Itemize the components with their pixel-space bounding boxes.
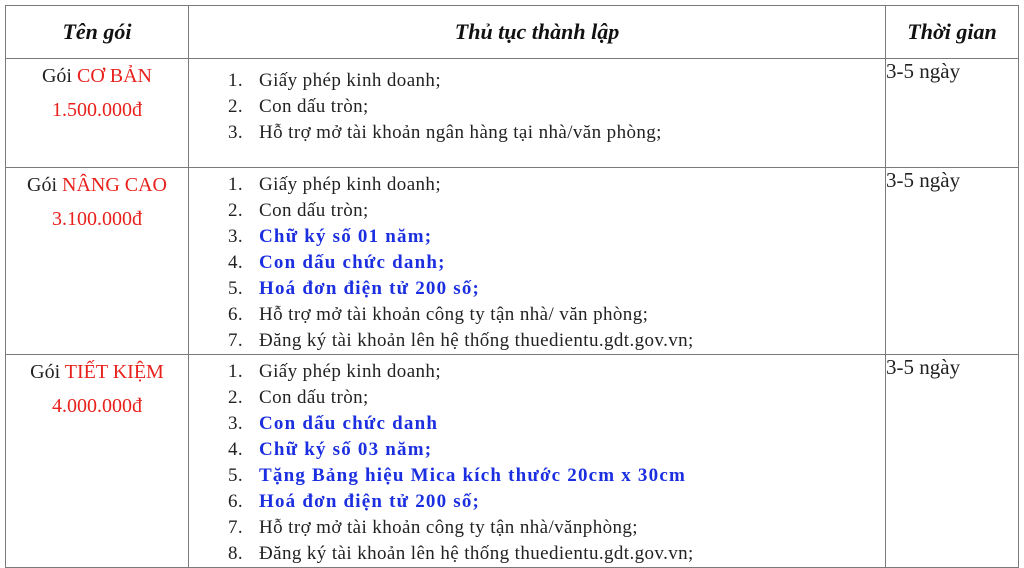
step-item xyxy=(189,302,885,328)
step-number: 1. xyxy=(227,361,243,382)
step-item xyxy=(189,463,885,489)
header-time: Thời gian xyxy=(886,6,1019,59)
step-text: Hoá đơn điện tử 200 số; xyxy=(259,491,481,512)
step-text: Con dấu tròn; xyxy=(259,200,369,221)
header-procedure: Thủ tục thành lập xyxy=(189,6,886,59)
step-list xyxy=(189,168,885,354)
time-cell: 3-5 ngày xyxy=(886,168,1019,355)
step-item xyxy=(189,276,885,302)
step-text: Hỗ trợ mở tài khoản công ty tận nhà/ văn phòng; xyxy=(259,304,649,325)
step-number: 6. xyxy=(227,491,243,512)
step-text: Đăng ký tài khoản lên hệ thống thuedientu.gdt.gov.vn; xyxy=(259,330,694,351)
step-number: 7. xyxy=(227,517,243,538)
package-prefix: Gói xyxy=(41,65,77,87)
step-text: Tặng Bảng hiệu Mica kích thước 20cm x 30cm xyxy=(259,465,686,486)
step-item xyxy=(189,515,885,541)
step-item xyxy=(189,172,885,198)
table-row-package-advanced xyxy=(6,168,1019,355)
time-cell: 3-5 ngày xyxy=(886,59,1019,168)
step-number: 8. xyxy=(227,543,243,564)
step-item xyxy=(189,94,885,120)
package-prefix: Gói xyxy=(27,174,62,196)
step-number: 2. xyxy=(227,387,243,408)
step-text: Giấy phép kinh doanh; xyxy=(259,174,442,195)
package-price: 4.000.000đ xyxy=(52,395,142,417)
step-text: Giấy phép kinh doanh; xyxy=(259,70,442,91)
step-text: Con dấu tròn; xyxy=(259,96,369,117)
step-item xyxy=(189,437,885,463)
step-text: Hoá đơn điện tử 200 số; xyxy=(259,278,481,299)
package-title: NÂNG CAO xyxy=(62,174,167,196)
step-text: Chữ ký số 01 năm; xyxy=(259,226,433,247)
header-package: Tên gói xyxy=(6,6,189,59)
procedure-cell xyxy=(189,168,886,355)
package-cell xyxy=(6,355,189,568)
table-row-package-basic xyxy=(6,59,1019,168)
step-number: 6. xyxy=(227,304,243,325)
package-price: 3.100.000đ xyxy=(52,208,142,230)
step-text: Giấy phép kinh doanh; xyxy=(259,361,442,382)
step-number: 1. xyxy=(227,70,243,91)
step-item xyxy=(189,385,885,411)
step-text: Con dấu chức danh; xyxy=(259,252,446,273)
step-text: Hỗ trợ mở tài khoản công ty tận nhà/vănphòng; xyxy=(259,517,638,538)
step-number: 3. xyxy=(227,413,243,434)
step-item xyxy=(189,489,885,515)
package-name xyxy=(6,168,188,202)
step-text: Chữ ký số 03 năm; xyxy=(259,439,433,460)
package-name xyxy=(6,59,188,93)
step-text: Con dấu tròn; xyxy=(259,387,369,408)
step-item xyxy=(189,224,885,250)
step-item xyxy=(189,359,885,385)
step-list xyxy=(189,355,885,567)
step-number: 4. xyxy=(227,439,243,460)
step-number: 1. xyxy=(227,174,243,195)
step-number: 7. xyxy=(227,330,243,351)
pricing-table-container xyxy=(5,5,1018,568)
step-item xyxy=(189,328,885,354)
step-text: Hỗ trợ mở tài khoản ngân hàng tại nhà/văn phòng; xyxy=(259,122,662,143)
time-cell: 3-5 ngày xyxy=(886,355,1019,568)
step-item xyxy=(189,68,885,94)
step-item xyxy=(189,541,885,567)
pricing-table xyxy=(5,5,1019,568)
step-number: 5. xyxy=(227,465,243,486)
step-list xyxy=(189,59,885,146)
step-item xyxy=(189,250,885,276)
step-number: 3. xyxy=(227,226,243,247)
package-title: CƠ BẢN xyxy=(76,65,152,87)
step-number: 4. xyxy=(227,252,243,273)
step-text: Con dấu chức danh xyxy=(259,413,439,434)
procedure-cell xyxy=(189,355,886,568)
package-title: TIẾT KIỆM xyxy=(64,361,164,383)
step-number: 5. xyxy=(227,278,243,299)
package-cell xyxy=(6,168,189,355)
step-item xyxy=(189,411,885,437)
step-item xyxy=(189,198,885,224)
step-number: 2. xyxy=(227,96,243,117)
table-header-row xyxy=(6,6,1019,59)
table-row-package-saving xyxy=(6,355,1019,568)
step-number: 3. xyxy=(227,122,243,143)
package-name xyxy=(6,355,188,389)
step-text: Đăng ký tài khoản lên hệ thống thuedientu.gdt.gov.vn; xyxy=(259,543,694,564)
package-cell xyxy=(6,59,189,168)
step-number: 2. xyxy=(227,200,243,221)
package-price: 1.500.000đ xyxy=(52,99,142,121)
step-item xyxy=(189,120,885,146)
procedure-cell xyxy=(189,59,886,168)
package-prefix: Gói xyxy=(30,361,65,383)
